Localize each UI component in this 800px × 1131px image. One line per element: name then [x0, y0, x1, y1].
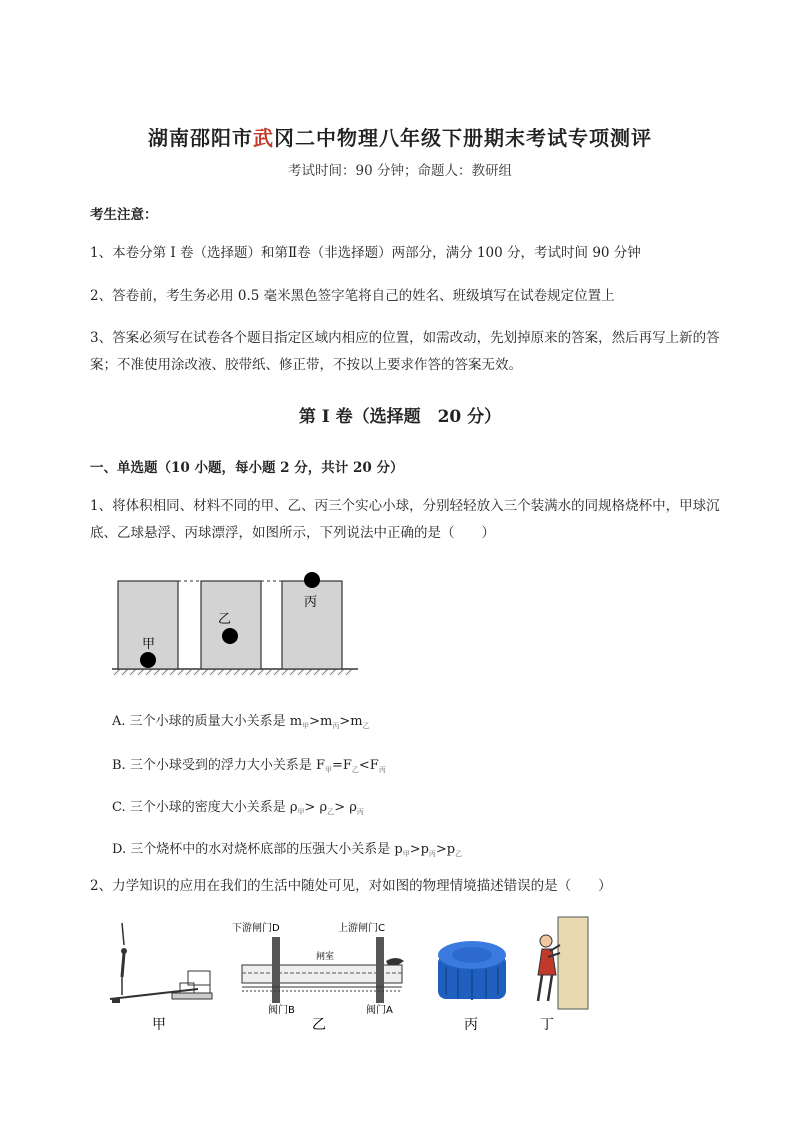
- svg-text:下游闸门D: 下游闸门D: [232, 923, 280, 934]
- question-stem: 2、力学知识的应用在我们的生活中随处可见，对如图的物理情境描述错误的是（ ）: [90, 878, 612, 894]
- option-a: A. 三个小球的质量大小关系是 $m_甲>m_丙>m_乙$: [112, 714, 370, 730]
- option-b: B. 三个小球受到的浮力大小关系是 $F_甲=F_乙<F_丙$: [112, 758, 386, 774]
- svg-text:上游闸门C: 上游闸门C: [338, 923, 385, 934]
- svg-text:闸室: 闸室: [316, 952, 335, 962]
- svg-text:甲: 甲: [142, 637, 156, 652]
- note-item: 2、答卷前，考生务必用 0.5 毫米黑色签字笔将自己的姓名、班级填写在试卷规定位置上: [90, 288, 615, 304]
- scene-jia: [110, 923, 212, 1033]
- svg-text:乙: 乙: [218, 612, 232, 627]
- page-title: 湖南邵阳市武冈二中物理八年级下册期末考试专项测评: [148, 126, 652, 150]
- ball-bing: [304, 572, 320, 588]
- option-d: D. 三个烧杯中的水对烧杯底部的压强大小关系是 $p_甲>p_丙>p_乙$: [112, 842, 463, 858]
- ball-jia: [140, 652, 156, 668]
- option-c: C. 三个小球的密度大小关系是 $\rho_甲> \rho_乙> \rho_丙$: [112, 800, 364, 816]
- note-item: 1、本卷分第 I 卷（选择题）和第Ⅱ卷（非选择题）两部分，满分 100 分，考试时间 90 分钟: [90, 245, 641, 261]
- note-item: 3、答案必须写在试卷各个题目指定区域内相应的位置，如需改动，先划掉原来的答案，然后再写上新的答案；不准使用涂改液、胶带纸、修正带，不按以上要求作答的答案无效。: [90, 330, 720, 373]
- scene-bing: [438, 941, 506, 1033]
- physics-scenes-figure: [100, 915, 600, 1035]
- svg-text:丙: 丙: [464, 1017, 478, 1033]
- scene-yi: [232, 921, 404, 1033]
- exam-info: 考试时间：90 分钟；命题人：教研组: [288, 163, 512, 179]
- svg-text:丁: 丁: [540, 1017, 554, 1033]
- scene-ding: [538, 917, 588, 1033]
- notes-heading: 考生注意：: [90, 207, 158, 223]
- svg-text:阀门B: 阀门B: [268, 1005, 295, 1016]
- question-stem: 1、将体积相同、材料不同的甲、乙、丙三个实心小球，分别轻轻放入三个装满水的同规格烧杯中，甲球沉底、乙球悬浮、丙球漂浮，如图所示，下列说法中正确的是（ ）: [90, 498, 720, 541]
- ball-yi: [222, 628, 238, 644]
- part-heading: 一、单选题（10 小题，每小题 2 分，共计 20 分）: [90, 460, 404, 476]
- svg-text:甲: 甲: [152, 1017, 166, 1033]
- svg-text:丙: 丙: [304, 595, 318, 610]
- section-title: 第 I 卷（选择题 20 分）: [298, 407, 502, 427]
- svg-text:乙: 乙: [312, 1017, 326, 1033]
- svg-text:阀门A: 阀门A: [366, 1005, 393, 1016]
- beakers-figure: [110, 568, 360, 680]
